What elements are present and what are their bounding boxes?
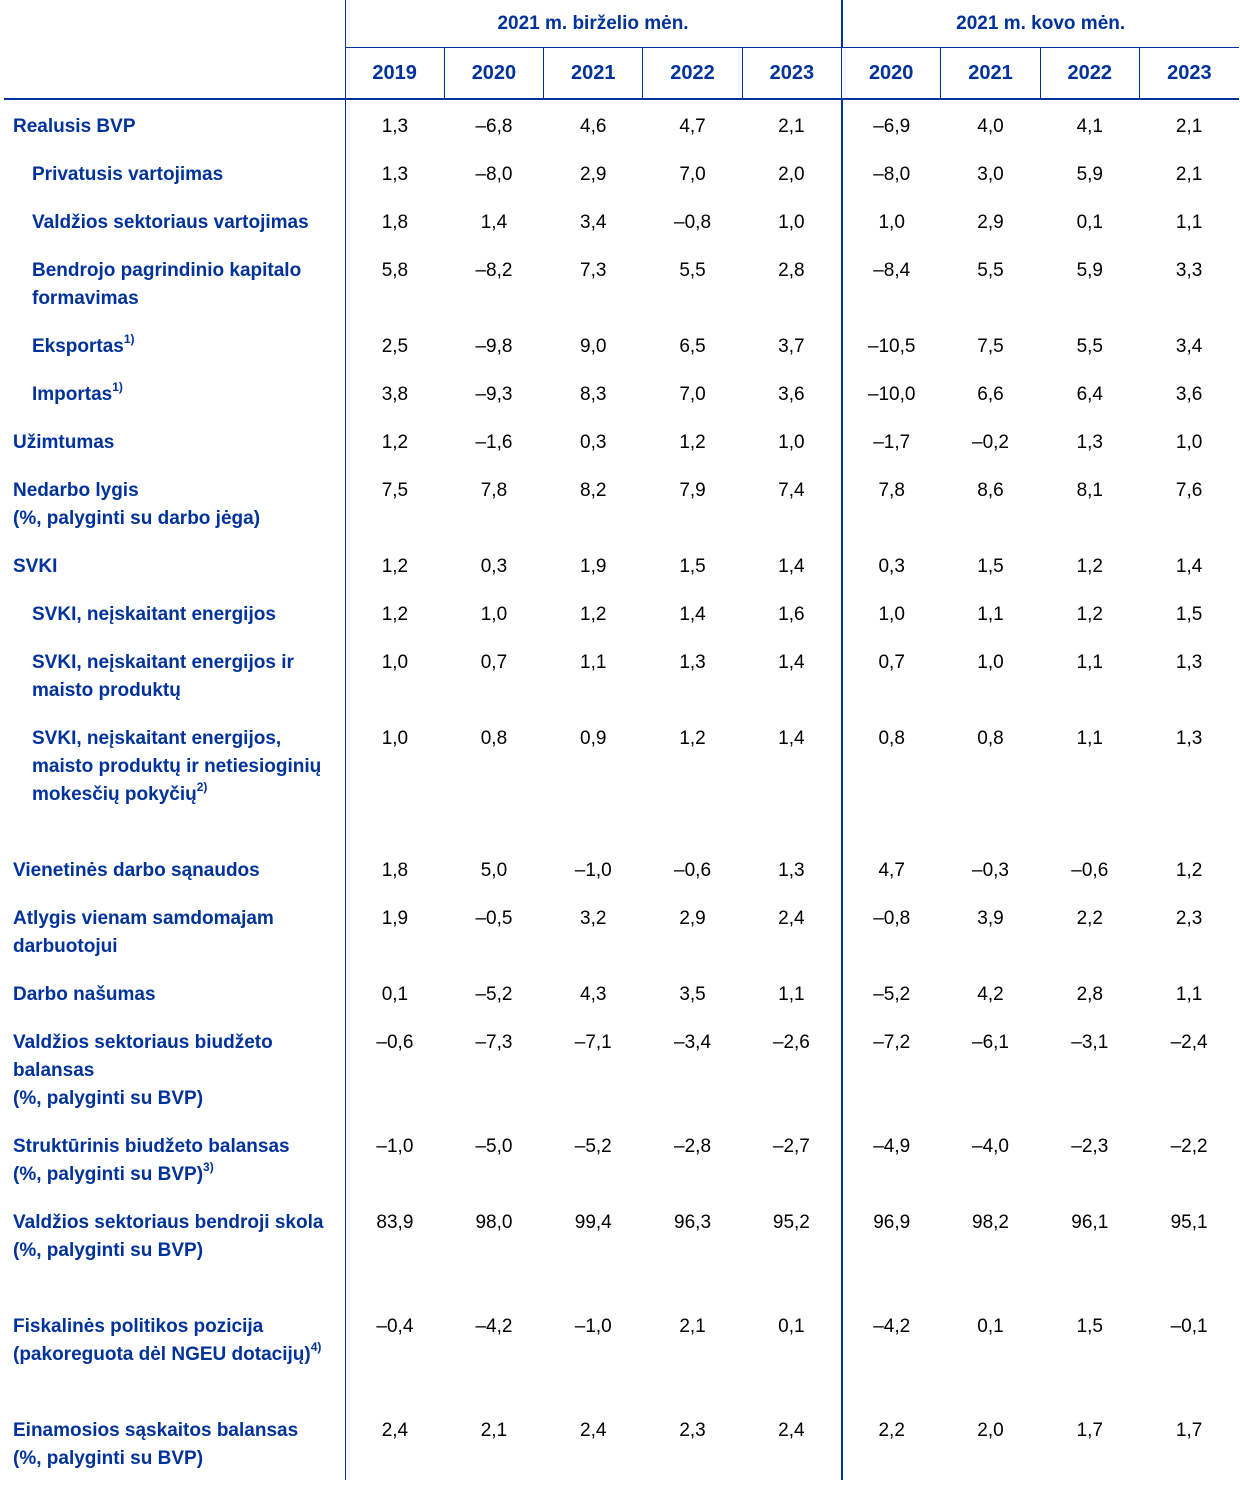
footnote-marker: 4) [310,1339,322,1354]
row-label-text: Bendrojo pagrindinio kapitalo formavimas [32,260,302,309]
row-label-text: Atlygis vienam samdomajam darbuotojui [13,908,274,957]
value-cell: 1,5 [1175,604,1203,625]
value-cell: 1,4 [1175,556,1203,577]
value-cell: 3,8 [345,368,444,416]
value-cell: –7,1 [574,1032,612,1053]
value-cell: 2,1 [1175,116,1203,137]
table-row [4,244,1239,320]
value-cell: –5,2 [574,1136,612,1157]
value-cell: 4,2 [977,984,1004,1005]
row-label [4,1016,345,1120]
row-label-text: Fiskalinės politikos pozicija (pakoreguota dėl NGEU dotacijų) [13,1316,311,1365]
table-row [4,148,1239,196]
value-cell: 1,2 [1175,860,1203,881]
value-cell: –2,7 [772,1136,810,1157]
row-label-text: Struktūrinis biudžeto balansas (%, palyginti su BVP) [13,1136,290,1185]
value-cell: 3,0 [977,164,1004,185]
value-cell: –5,0 [475,1136,513,1157]
value-cell: 3,3 [1175,260,1203,281]
value-cell: 95,1 [1170,1212,1208,1233]
table-row [4,99,1239,148]
row-label [4,416,345,464]
value-cell: 7,4 [778,480,805,501]
value-cell: 7,5 [345,464,444,540]
value-cell: 2,5 [345,320,444,368]
value-cell: 1,9 [345,892,444,968]
projections-table [4,0,1239,1480]
row-label-text: SVKI, neįskaitant energijos, maisto produktų ir netiesioginių mokesčių pokyčių [32,728,322,805]
value-cell: 1,0 [345,636,444,712]
value-cell: 1,4 [778,556,805,577]
row-label-text: Valdžios sektoriaus biudžeto balansas (%, palyginti su BVP) [13,1032,273,1109]
row-label [4,636,345,712]
value-cell: 7,8 [842,464,941,540]
row-label [4,368,345,416]
value-cell: 1,3 [1175,728,1203,749]
value-cell: 0,3 [842,540,941,588]
value-cell: 1,1 [1076,728,1103,749]
value-cell: 5,5 [977,260,1004,281]
value-cell: –4,0 [972,1136,1009,1157]
value-cell: 1,8 [345,196,444,244]
value-cell: 1,2 [345,588,444,636]
header-group-march: 2021 m. kovo mėn. [842,0,1239,48]
value-cell: –4,9 [842,1120,941,1196]
table-row [4,844,1239,892]
year-june-2022: 2022 [643,48,742,100]
value-cell: 3,6 [1175,384,1203,405]
table-row [4,968,1239,1016]
value-cell: 2,9 [977,212,1004,233]
value-cell: 99,4 [574,1212,612,1233]
value-cell: 5,8 [345,244,444,320]
table-body [4,99,1239,1480]
value-cell: 98,2 [972,1212,1009,1233]
value-cell: 6,5 [679,336,706,357]
value-cell: –2,8 [674,1136,712,1157]
value-cell: 96,3 [674,1212,712,1233]
row-label [4,464,345,540]
value-cell: –8,2 [475,260,513,281]
value-cell: 1,2 [345,540,444,588]
value-cell: 1,9 [580,556,607,577]
value-cell: 1,3 [778,860,805,881]
value-cell: 1,3 [1175,652,1203,673]
value-cell: 1,1 [1175,984,1203,1005]
year-march-2022: 2022 [1040,48,1139,100]
value-cell: 3,4 [580,212,607,233]
row-label [4,968,345,1016]
value-cell: 0,1 [977,1316,1004,1337]
value-cell: 2,1 [778,116,805,137]
value-cell: –0,8 [674,212,712,233]
value-cell: 2,0 [778,164,805,185]
header-label-cell [4,48,345,100]
value-cell: –2,4 [1170,1032,1208,1053]
table-row [4,1404,1239,1480]
value-cell: –6,9 [842,99,941,148]
value-cell: 7,0 [679,164,706,185]
value-cell: 3,6 [778,384,805,405]
header-year-row [4,48,1239,100]
table-row [4,416,1239,464]
value-cell: –8,0 [842,148,941,196]
footnote-marker: 2) [196,779,208,794]
row-label [4,320,345,368]
value-cell: 0,9 [580,728,607,749]
value-cell: 7,3 [580,260,607,281]
value-cell: 96,9 [842,1196,941,1300]
value-cell: –1,6 [475,432,513,453]
value-cell: –5,2 [475,984,513,1005]
value-cell: –2,3 [1071,1136,1109,1157]
value-cell: 1,2 [1076,556,1103,577]
value-cell: –8,4 [842,244,941,320]
row-label [4,1120,345,1196]
table-row [4,540,1239,588]
row-label-text: Realusis BVP [13,116,136,137]
row-label [4,99,345,148]
table-row [4,368,1239,416]
value-cell: 0,8 [480,728,508,749]
value-cell: 1,3 [1076,432,1103,453]
table-row [4,1120,1239,1196]
table-row [4,320,1239,368]
value-cell: –6,8 [475,116,513,137]
value-cell: 83,9 [345,1196,444,1300]
value-cell: –1,7 [842,416,941,464]
value-cell: 5,9 [1076,260,1103,281]
table-row [4,636,1239,712]
value-cell: 5,5 [1076,336,1103,357]
value-cell: 95,2 [772,1212,810,1233]
row-label-text: Darbo našumas [13,984,156,1005]
value-cell: 4,1 [1076,116,1103,137]
row-label [4,1196,345,1300]
row-label-text: Užimtumas [13,432,115,453]
value-cell: 8,3 [580,384,607,405]
value-cell: 6,4 [1076,384,1103,405]
value-cell: –8,0 [475,164,513,185]
value-cell: –0,6 [1071,860,1109,881]
value-cell: 0,7 [480,652,508,673]
value-cell: –3,4 [674,1032,712,1053]
value-cell: 0,1 [345,968,444,1016]
value-cell: 8,1 [1076,480,1103,501]
value-cell: 1,4 [778,652,805,673]
footnote-marker: 1) [123,331,135,346]
value-cell: 2,4 [345,1404,444,1480]
table-row [4,892,1239,968]
row-label-text: Valdžios sektoriaus bendroji skola (%, palyginti su BVP) [13,1212,324,1261]
value-cell: 1,0 [778,212,805,233]
table-row [4,712,1239,844]
value-cell: 1,1 [1175,212,1203,233]
value-cell: –3,1 [1071,1032,1109,1053]
row-label-text: Vienetinės darbo sąnaudos [13,860,260,881]
value-cell: 96,1 [1071,1212,1109,1233]
table-row [4,196,1239,244]
value-cell: 1,7 [1076,1420,1103,1441]
value-cell: 1,0 [842,588,941,636]
value-cell: 0,7 [842,636,941,712]
value-cell: –0,3 [972,860,1009,881]
value-cell: 2,8 [1076,984,1103,1005]
table-row [4,1016,1239,1120]
value-cell: –1,0 [574,860,612,881]
row-label-text: SVKI [13,556,58,577]
value-cell: 1,5 [977,556,1004,577]
value-cell: 1,0 [345,712,444,844]
value-cell: 0,8 [842,712,941,844]
value-cell: –9,8 [475,336,513,357]
value-cell: 1,4 [480,212,508,233]
value-cell: 1,3 [679,652,706,673]
value-cell: 1,0 [778,432,805,453]
value-cell: –7,2 [842,1016,941,1120]
value-cell: 7,5 [977,336,1004,357]
value-cell: 3,5 [679,984,706,1005]
value-cell: 1,2 [679,728,706,749]
value-cell: 1,0 [977,652,1004,673]
value-cell: 2,4 [778,1420,805,1441]
value-cell: 4,3 [580,984,607,1005]
value-cell: 2,9 [679,908,706,929]
table-row [4,464,1239,540]
row-label [4,148,345,196]
value-cell: 1,0 [480,604,508,625]
value-cell: –1,0 [345,1120,444,1196]
value-cell: 1,0 [1175,432,1203,453]
value-cell: 1,4 [778,728,805,749]
value-cell: 1,6 [778,604,805,625]
year-march-2021: 2021 [941,48,1040,100]
value-cell: –10,5 [842,320,941,368]
value-cell: 4,6 [580,116,607,137]
row-label [4,712,345,844]
value-cell: 1,1 [580,652,607,673]
value-cell: –10,0 [842,368,941,416]
value-cell: –0,5 [475,908,513,929]
value-cell: –0,8 [842,892,941,968]
value-cell: 4,7 [842,844,941,892]
row-label-text: Einamosios sąskaitos balansas (%, palyginti su BVP) [13,1420,299,1469]
row-label-text: SVKI, neįskaitant energijos [32,604,276,625]
row-label [4,540,345,588]
value-cell: –6,1 [972,1032,1009,1053]
value-cell: 2,0 [977,1420,1004,1441]
table-row [4,1196,1239,1300]
value-cell: 2,4 [580,1420,607,1441]
value-cell: 1,5 [679,556,706,577]
value-cell: 1,3 [345,148,444,196]
value-cell: 0,3 [480,556,508,577]
value-cell: 2,2 [842,1404,941,1480]
value-cell: 1,5 [1076,1316,1103,1337]
value-cell: 1,1 [1076,652,1103,673]
value-cell: 2,4 [778,908,805,929]
value-cell: 1,3 [345,99,444,148]
year-june-2021: 2021 [544,48,643,100]
value-cell: 2,9 [580,164,607,185]
row-label-text: Eksportas [32,336,124,357]
footnote-marker: 1) [112,379,123,394]
value-cell: 1,1 [778,984,805,1005]
value-cell: 1,0 [842,196,941,244]
value-cell: 4,7 [679,116,706,137]
value-cell: 4,0 [977,116,1004,137]
row-label-text: Privatusis vartojimas [32,164,224,185]
value-cell: 9,0 [580,336,607,357]
value-cell: 5,9 [1076,164,1103,185]
value-cell: 2,1 [679,1316,706,1337]
row-label-text: SVKI, neįskaitant energijos ir maisto produktų [32,652,294,701]
value-cell: 0,8 [977,728,1004,749]
value-cell: 3,9 [977,908,1004,929]
value-cell: 98,0 [475,1212,513,1233]
row-label-text: Importas [32,384,113,405]
row-label [4,1300,345,1404]
value-cell: 2,3 [1175,908,1203,929]
year-june-2023: 2023 [742,48,841,100]
value-cell: –4,2 [842,1300,941,1404]
value-cell: 5,0 [480,860,508,881]
value-cell: –0,2 [972,432,1009,453]
value-cell: 1,2 [1076,604,1103,625]
row-label [4,892,345,968]
value-cell: –9,3 [475,384,513,405]
value-cell: 1,1 [977,604,1004,625]
value-cell: 1,7 [1175,1420,1203,1441]
year-march-2020: 2020 [842,48,941,100]
value-cell: 7,6 [1175,480,1203,501]
value-cell: 6,6 [977,384,1004,405]
footnote-marker: 3) [203,1159,214,1174]
row-label [4,196,345,244]
value-cell: –4,2 [475,1316,513,1337]
value-cell: 0,1 [1076,212,1103,233]
value-cell: 1,4 [679,604,706,625]
value-cell: –7,3 [475,1032,513,1053]
row-label [4,588,345,636]
value-cell: 2,3 [679,1420,706,1441]
value-cell: –2,2 [1170,1136,1208,1157]
row-label-text: Nedarbo lygis (%, palyginti su darbo jėga) [13,480,261,529]
value-cell: 7,0 [679,384,706,405]
value-cell: 2,2 [1076,908,1103,929]
year-march-2023: 2023 [1139,48,1238,100]
value-cell: –5,2 [842,968,941,1016]
value-cell: 7,8 [480,480,508,501]
value-cell: 2,1 [1175,164,1203,185]
value-cell: –0,1 [1170,1316,1208,1337]
value-cell: 3,4 [1175,336,1203,357]
year-june-2020: 2020 [444,48,543,100]
value-cell: 1,2 [345,416,444,464]
value-cell: –0,6 [345,1016,444,1120]
header-group-june: 2021 m. birželio mėn. [345,0,842,48]
table-row [4,588,1239,636]
value-cell: 2,8 [778,260,805,281]
row-label-text: Valdžios sektoriaus vartojimas [32,212,309,233]
value-cell: 0,1 [778,1316,805,1337]
value-cell: 1,2 [580,604,607,625]
header-group-row [4,0,1239,48]
table-row [4,1300,1239,1404]
value-cell: 1,8 [345,844,444,892]
value-cell: –1,0 [574,1316,612,1337]
value-cell: 0,3 [580,432,607,453]
row-label [4,244,345,320]
row-label [4,1404,345,1480]
value-cell: –0,4 [345,1300,444,1404]
value-cell: 7,9 [679,480,706,501]
value-cell: 8,2 [580,480,607,501]
value-cell: 3,7 [778,336,805,357]
header-corner [4,0,345,48]
value-cell: 3,2 [580,908,607,929]
value-cell: 5,5 [679,260,706,281]
row-label [4,844,345,892]
value-cell: 1,2 [679,432,706,453]
year-june-2019: 2019 [345,48,444,100]
value-cell: –2,6 [772,1032,810,1053]
value-cell: 8,6 [977,480,1004,501]
value-cell: –0,6 [674,860,712,881]
value-cell: 2,1 [480,1420,508,1441]
